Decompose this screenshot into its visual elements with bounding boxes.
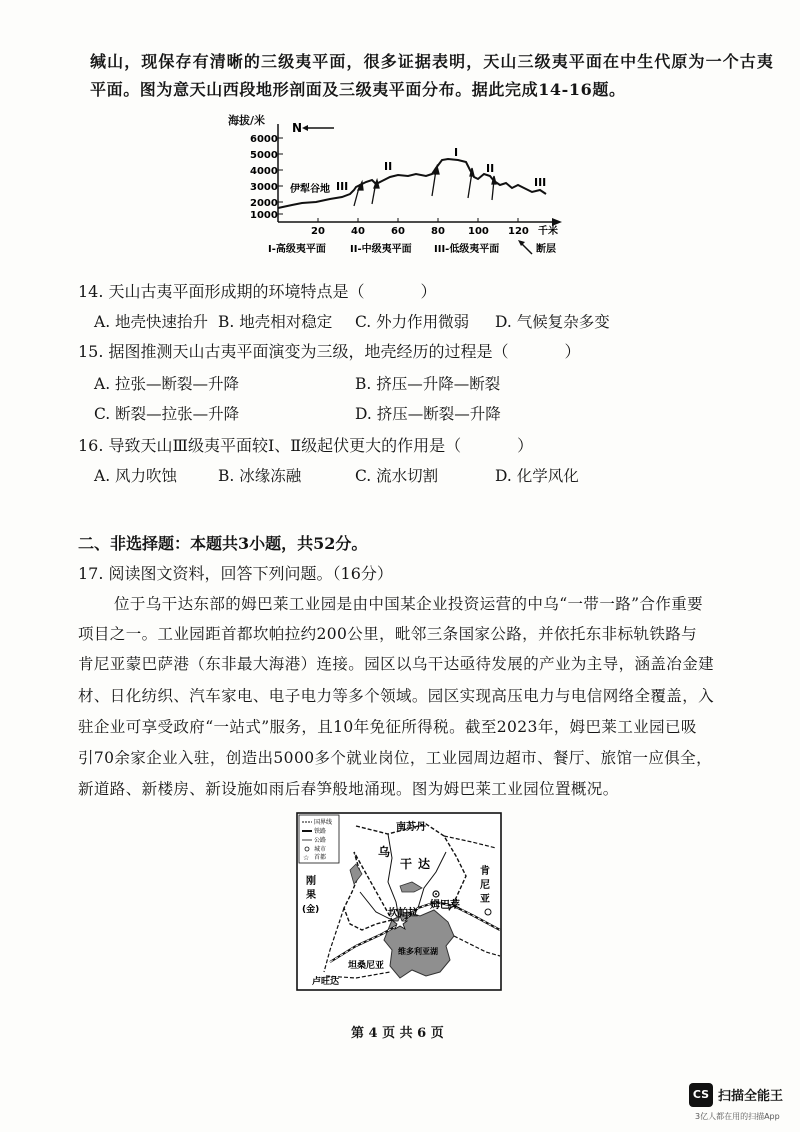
y-tick-2000: 2000 (250, 198, 278, 209)
x-tick-20: 20 (311, 226, 325, 237)
y-tick-1000: 1000 (250, 210, 278, 221)
legend-border: 国界线 (314, 819, 333, 826)
tanzania-label: 坦桑尼亚 (348, 961, 385, 971)
q17-para-line-3: 肯尼亚蒙巴萨港（东非最大海港）连接。园区以乌干达亟待发展的产业为主导，涵盖冶金建 (78, 655, 715, 673)
x-tick-80: 80 (431, 226, 445, 237)
valley-label: 伊犁谷地 (290, 184, 330, 195)
x-tick-120: 120 (508, 226, 529, 237)
kenya-label-3: 亚 (480, 894, 490, 905)
south-sudan-label: 南苏丹 (396, 822, 426, 833)
legend-city: 城市 (314, 846, 327, 853)
legend-low: III-低级夷平面 (434, 244, 500, 255)
x-tick-60: 60 (391, 226, 405, 237)
q14-option-b: B. 地壳相对稳定 (218, 313, 333, 331)
uganda-label-3: 达 (418, 857, 431, 871)
q14-stem: 14. 天山古夷平面形成期的环境特点是（ ） (78, 282, 437, 301)
congo-label-2: 果 (306, 890, 316, 901)
kenya-label-1: 肯 (480, 866, 490, 877)
mbale-label: 姆巴莱 (430, 900, 460, 911)
lake-victoria (384, 910, 454, 978)
label-I: I (454, 146, 459, 159)
q16-stem: 16. 导致天山Ⅲ级夷平面较Ⅰ、Ⅱ级起伏更大的作用是（ ） (78, 436, 534, 455)
nairobi-city-icon (485, 909, 491, 915)
q17-para-line-2: 项目之一。工业园距首都坎帕拉约200公里，毗邻三条国家公路，并依托东非标轨铁路与 (78, 625, 698, 643)
label-II-right: II (486, 162, 495, 175)
x-unit: 千米 (538, 226, 558, 237)
uganda-label-1: 乌 (378, 845, 391, 859)
q17-para-line-1: 位于乌干达东部的姆巴莱工业园是由中国某企业投资运营的中乌“一带一路”合作重要 (114, 595, 704, 613)
q17-para-line-7: 新道路、新楼房、新设施如雨后春笋般地涌现。图为姆巴莱工业园位置概况。 (78, 780, 619, 798)
uganda-label-2: 干 (400, 857, 413, 871)
q17-para-line-6: 引70余家企业入驻，创造出5000多个就业岗位，工业园周边超市、餐厅、旅馆一应俱全， (78, 749, 712, 767)
q14-option-a: A. 地壳快速抬升 (94, 313, 209, 331)
congo-label-1: 刚 (306, 876, 316, 887)
camscanner-tagline: 3亿人都在用的扫描App (695, 1112, 780, 1121)
terrain-profile-chart (222, 110, 582, 262)
chart-ylabel: 海拔/米 (228, 114, 266, 127)
q16-option-b: B. 冰缘冻融 (218, 467, 302, 485)
north-label: N (292, 121, 303, 135)
label-II-left: II (384, 160, 393, 173)
q15-option-d: D. 挤压—断裂—升降 (355, 405, 501, 423)
camscanner-logo: CS (689, 1083, 713, 1107)
q15-option-c: C. 断裂—拉张—升降 (94, 405, 240, 423)
x-ticks (311, 218, 558, 237)
congo-label-3: (金) (302, 905, 320, 915)
q17-stem: 17. 阅读图文资料，回答下列问题。（16分） (78, 564, 393, 583)
label-III-left: III (336, 180, 349, 193)
legend-fault: 断层 (536, 244, 556, 255)
q17-para-line-4: 材、日化纺织、汽车家电、电子电力等多个领域。园区实现高压电力与电信网络全覆盖，入 (78, 687, 715, 705)
legend-capital: 首都 (314, 854, 327, 861)
q16-option-a: A. 风力吹蚀 (94, 467, 178, 485)
y-tick-3000: 3000 (250, 182, 278, 193)
rwanda-label: 卢旺达 (312, 977, 340, 987)
intro-line-1: 缄山，现保存有清晰的三级夷平面，很多证据表明，天山三级夷平面在中生代原为一个古夷 (90, 52, 775, 71)
legend-mid: II-中级夷平面 (350, 244, 412, 255)
q15-stem: 15. 据图推测天山古夷平面演变为三级，地壳经历的过程是（ ） (78, 342, 581, 361)
section-2-heading: 二、非选择题：本题共3小题，共52分。 (78, 534, 368, 553)
lake-victoria-label: 维多利亚湖 (398, 947, 438, 956)
legend-high: I-高级夷平面 (268, 244, 326, 255)
q15-option-b: B. 挤压—升降—断裂 (355, 375, 501, 393)
fault-legend-icon (518, 240, 532, 254)
mbale-location-map (296, 812, 502, 992)
y-tick-5000: 5000 (250, 150, 278, 161)
q14-option-d: D. 气候复杂多变 (495, 313, 610, 331)
label-III-right: III (534, 176, 547, 189)
x-tick-40: 40 (351, 226, 365, 237)
q16-option-c: C. 流水切割 (355, 467, 439, 485)
fault-marks (354, 166, 496, 206)
kenya-label-2: 尼 (480, 880, 490, 891)
camscanner-name: 扫描全能王 (718, 1089, 784, 1104)
kampala-label: 坎帕拉 (388, 908, 418, 919)
y-tick-6000: 6000 (250, 134, 278, 145)
x-tick-100: 100 (468, 226, 489, 237)
svg-text:☆: ☆ (303, 854, 310, 862)
q15-option-a: A. 拉张—断裂—升降 (94, 375, 240, 393)
q17-para-line-5: 驻企业可享受政府“一站式”服务，且10年免征所得税。截至2023年，姆巴莱工业园已吸 (78, 718, 697, 736)
x-axis-arrow (552, 218, 562, 226)
q14-option-c: C. 外力作用微弱 (355, 313, 470, 331)
page-number: 第 4 页 共 6 页 (351, 1026, 444, 1041)
legend-highway: 公路 (314, 837, 327, 844)
y-tick-4000: 4000 (250, 166, 278, 177)
intro-line-2: 平面。图为意天山西段地形剖面及三级夷平面分布。据此完成14-16题。 (90, 80, 626, 99)
legend-railway: 铁路 (314, 828, 327, 835)
q16-option-d: D. 化学风化 (495, 467, 579, 485)
